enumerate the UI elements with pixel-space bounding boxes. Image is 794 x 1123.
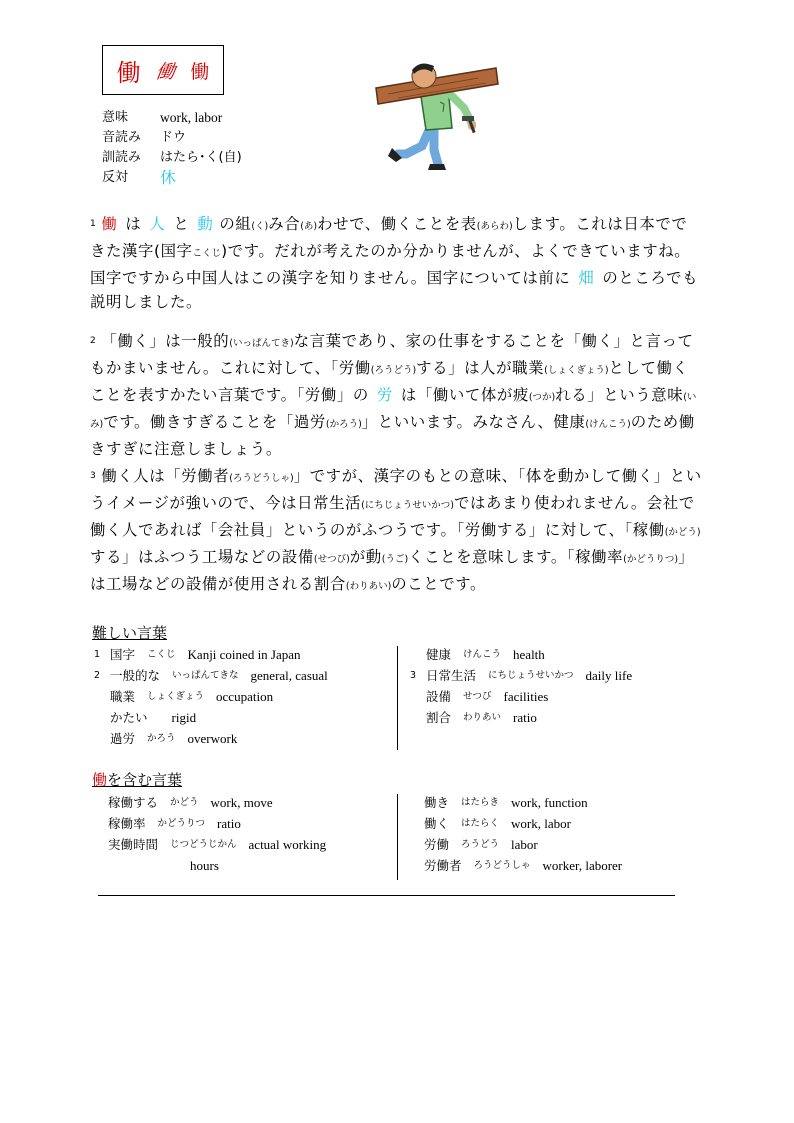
vocab-row: [108, 792, 326, 813]
vocab-reading: ろうどうしゃ: [473, 860, 531, 871]
difficult-words-heading: 難しい言葉: [92, 624, 168, 642]
text-segment: です。働きすぎることを「過労: [103, 413, 326, 431]
ruby-reading: (かろう): [325, 419, 362, 430]
vocab-row: [424, 834, 622, 855]
text-segment: が動: [349, 548, 382, 566]
vocab-row: [94, 686, 328, 707]
vocab-reading: かろう: [147, 733, 176, 744]
opposite-row: [102, 168, 242, 188]
vocab-reading: かどうりつ: [157, 818, 206, 829]
difficult-words-left: [94, 644, 328, 749]
vocab-word: 国字: [110, 647, 136, 662]
text-segment: します。これは日本でできた漢字(国字: [90, 215, 688, 260]
text-segment: のため働きすぎに注意しましょう。: [90, 413, 695, 458]
vocab-reading: こくじ: [147, 649, 176, 660]
text-segment: 」は工場などの設備が使用される割合: [90, 548, 695, 593]
text-segment: として働くことを表すかたい言葉です。「労働」の: [90, 359, 689, 404]
vocab-row: [410, 707, 632, 728]
ruby-reading: こくじ: [192, 248, 222, 259]
vocab-reading: かどう: [170, 797, 199, 808]
text-segment: み合: [268, 215, 301, 233]
text-segment: は「働いて体が疲: [400, 386, 529, 404]
vocab-english: work, function: [511, 795, 588, 810]
vocab-row: [424, 792, 622, 813]
vocab-row: [108, 834, 326, 855]
vocab-row: [410, 644, 632, 665]
vocab-word: かたい: [110, 710, 148, 725]
vocab-row-continuation: [108, 855, 326, 876]
text-segment: のことです。: [391, 575, 486, 593]
vocab-english: rigid: [171, 710, 197, 725]
text-segment: 働く人は「労働者: [101, 467, 230, 485]
ruby-reading: (かどうりつ): [623, 554, 679, 565]
on-reading-row: [102, 128, 242, 148]
vocab-reading: わりあい: [463, 712, 502, 723]
vocab-number: [94, 707, 110, 728]
heading-kanji: 働: [92, 771, 108, 789]
worker-carrying-lumber-illustration: [368, 58, 500, 178]
kanji-semicursive: 働: [190, 60, 210, 83]
ruby-reading: (かどう): [664, 527, 701, 538]
vocab-reading: はたらく: [461, 818, 500, 829]
ruby-reading: (せつび): [313, 554, 350, 565]
ruby-reading: (うご): [381, 554, 409, 565]
vocab-english: occupation: [216, 689, 274, 704]
vocab-word: 働く: [424, 816, 450, 831]
vocab-word: 日常生活: [426, 668, 477, 683]
vocab-english: overwork: [187, 731, 238, 746]
vocab-number: [410, 686, 426, 707]
vocab-row: [94, 707, 328, 728]
meaning-label: 意味: [102, 110, 129, 125]
vocab-english: work, labor: [511, 816, 571, 831]
vocab-number: 1: [94, 649, 101, 660]
kun-reading-label: 訓読み: [102, 150, 142, 165]
vocab-word: 一般的な: [110, 668, 161, 683]
ruby-reading: (ろうどうしゃ): [229, 473, 294, 484]
vocab-english: health: [513, 647, 545, 662]
column-divider: [397, 646, 398, 750]
meaning-value: work, labor: [160, 110, 223, 125]
ruby-reading: (く): [251, 221, 269, 232]
meaning-row: [102, 108, 242, 128]
text-segment: れる」という意味: [555, 386, 684, 404]
opposite-label: 反対: [102, 170, 129, 185]
vocab-reading: ろうどう: [461, 839, 500, 850]
paragraph-number: 3: [90, 471, 97, 481]
vocab-word: 設備: [426, 689, 452, 704]
text-segment: わせで、働くことを表: [317, 215, 477, 233]
ruby-reading: (ろうどう): [370, 365, 417, 376]
vocab-word: 労働者: [424, 858, 462, 873]
vocab-english: labor: [511, 837, 538, 852]
vocab-row: [94, 728, 328, 749]
opposite-value: 休: [160, 168, 177, 187]
vocab-reading: にちじょうせいかつ: [488, 670, 574, 681]
vocab-number: [94, 728, 110, 749]
vocab-row: [94, 665, 328, 686]
vocab-english: Kanji coined in Japan: [187, 647, 301, 662]
vocab-word: 稼働率: [108, 816, 146, 831]
ruby-reading: (けんこう): [585, 419, 631, 430]
vocab-word: 実働時間: [108, 837, 159, 852]
on-reading-label: 音読み: [102, 130, 142, 145]
related-words-right: [424, 792, 622, 876]
vocab-word: 稼働する: [108, 795, 159, 810]
vocab-word: 職業: [110, 689, 136, 704]
vocab-english: actual working: [248, 837, 327, 852]
difficult-words-right: [410, 644, 632, 728]
vocab-reading: せつび: [463, 691, 492, 702]
ruby-reading: (しょくぎょう): [544, 365, 609, 376]
paragraph-1: [90, 212, 702, 314]
vocab-word: 働き: [424, 795, 450, 810]
text-segment: は: [125, 215, 142, 233]
text-segment: 」といいます。みなさん、健康: [361, 413, 586, 431]
text-segment: と: [173, 215, 190, 233]
related-words-heading: [92, 769, 182, 790]
text-segment: 「働く」は一般的: [101, 332, 230, 350]
vocab-english: hours: [190, 858, 219, 873]
ruby-reading: (いみ): [90, 392, 697, 430]
vocab-row: [94, 644, 328, 665]
vocab-row: [424, 813, 622, 834]
keyword-kanji: 労: [376, 386, 393, 404]
kun-reading-value: はたら･く(自): [160, 150, 242, 165]
text-segment: 」ですが、漢字のもとの意味、「体を動かして働く」というイメージが強いので、今は日常生活: [90, 467, 702, 512]
text-segment: の組: [219, 215, 252, 233]
vocab-word: 健康: [426, 647, 452, 662]
keyword-kanji: 働: [101, 215, 118, 233]
ruby-reading: (わりあい): [345, 581, 392, 592]
ruby-reading: (あ): [300, 221, 318, 232]
kanji-main: 働: [116, 58, 141, 87]
on-reading-value: ドウ: [160, 130, 187, 145]
related-words-left: [108, 792, 326, 876]
vocab-number: 3: [410, 670, 417, 681]
paragraph-3: [90, 464, 702, 599]
kanji-cursive: 働: [154, 60, 177, 83]
kanji-box: [102, 45, 224, 95]
vocab-word: 割合: [426, 710, 452, 725]
vocab-reading: じつどうじかん: [170, 839, 237, 850]
kanji-info: [102, 108, 242, 188]
paragraph-number: 2: [90, 336, 97, 346]
ruby-reading: (あらわ): [476, 221, 513, 232]
vocab-row: [424, 855, 622, 876]
ruby-reading: (いっぱんてき): [229, 338, 294, 349]
text-segment: )です。だれが考えたのか分かりませんが、よくできていますね。国字ですから中国人はこの漢字を知りません。国字については前に: [90, 242, 691, 287]
vocab-english: daily life: [585, 668, 633, 683]
ruby-reading: (つか): [528, 392, 556, 403]
text-segment: くことを意味します。「稼働率: [408, 548, 624, 566]
keyword-kanji: 人: [149, 215, 166, 233]
column-divider: [397, 794, 398, 880]
bottom-rule: [98, 895, 675, 896]
text-segment: のところでも説明しました。: [90, 269, 699, 311]
vocab-reading: しょくぎょう: [147, 691, 205, 702]
vocab-english: ratio: [513, 710, 537, 725]
keyword-kanji: 動: [197, 215, 214, 233]
vocab-english: facilities: [503, 689, 549, 704]
text-segment: ではあまり使われません。会社で働く人であれば「会社員」というのがふつうです。「労働する」に対して、「稼働: [90, 494, 695, 539]
keyword-kanji: 畑: [578, 269, 595, 287]
vocab-reading: いっぱんてきな: [172, 670, 239, 681]
paragraph-2: [90, 329, 702, 461]
vocab-word: 過労: [110, 731, 136, 746]
vocab-number: [410, 707, 426, 728]
vocab-number: 2: [94, 670, 101, 681]
vocab-english: work, move: [210, 795, 273, 810]
vocab-english: general, casual: [250, 668, 328, 683]
text-segment: な言葉であり、家の仕事をすることを「働く」と言ってもかまいません。これに対して、「労働: [90, 332, 694, 377]
vocab-row: [410, 665, 632, 686]
vocab-reading: はたらき: [461, 797, 500, 808]
vocab-reading: けんこう: [463, 649, 502, 660]
vocab-row: [410, 686, 632, 707]
vocab-word: 労働: [424, 837, 450, 852]
kun-reading-row: [102, 148, 242, 168]
vocab-number: [94, 686, 110, 707]
vocab-row: [108, 813, 326, 834]
ruby-reading: (にちじょうせいかつ): [361, 500, 454, 511]
vocab-english: ratio: [217, 816, 241, 831]
text-segment: する」は人が職業: [416, 359, 545, 377]
vocab-number: [410, 644, 426, 665]
heading-text: を含む言葉: [107, 771, 183, 789]
paragraph-number: 1: [90, 219, 97, 229]
vocab-english: worker, laborer: [542, 858, 623, 873]
text-segment: する」はふつう工場などの設備: [90, 548, 314, 566]
